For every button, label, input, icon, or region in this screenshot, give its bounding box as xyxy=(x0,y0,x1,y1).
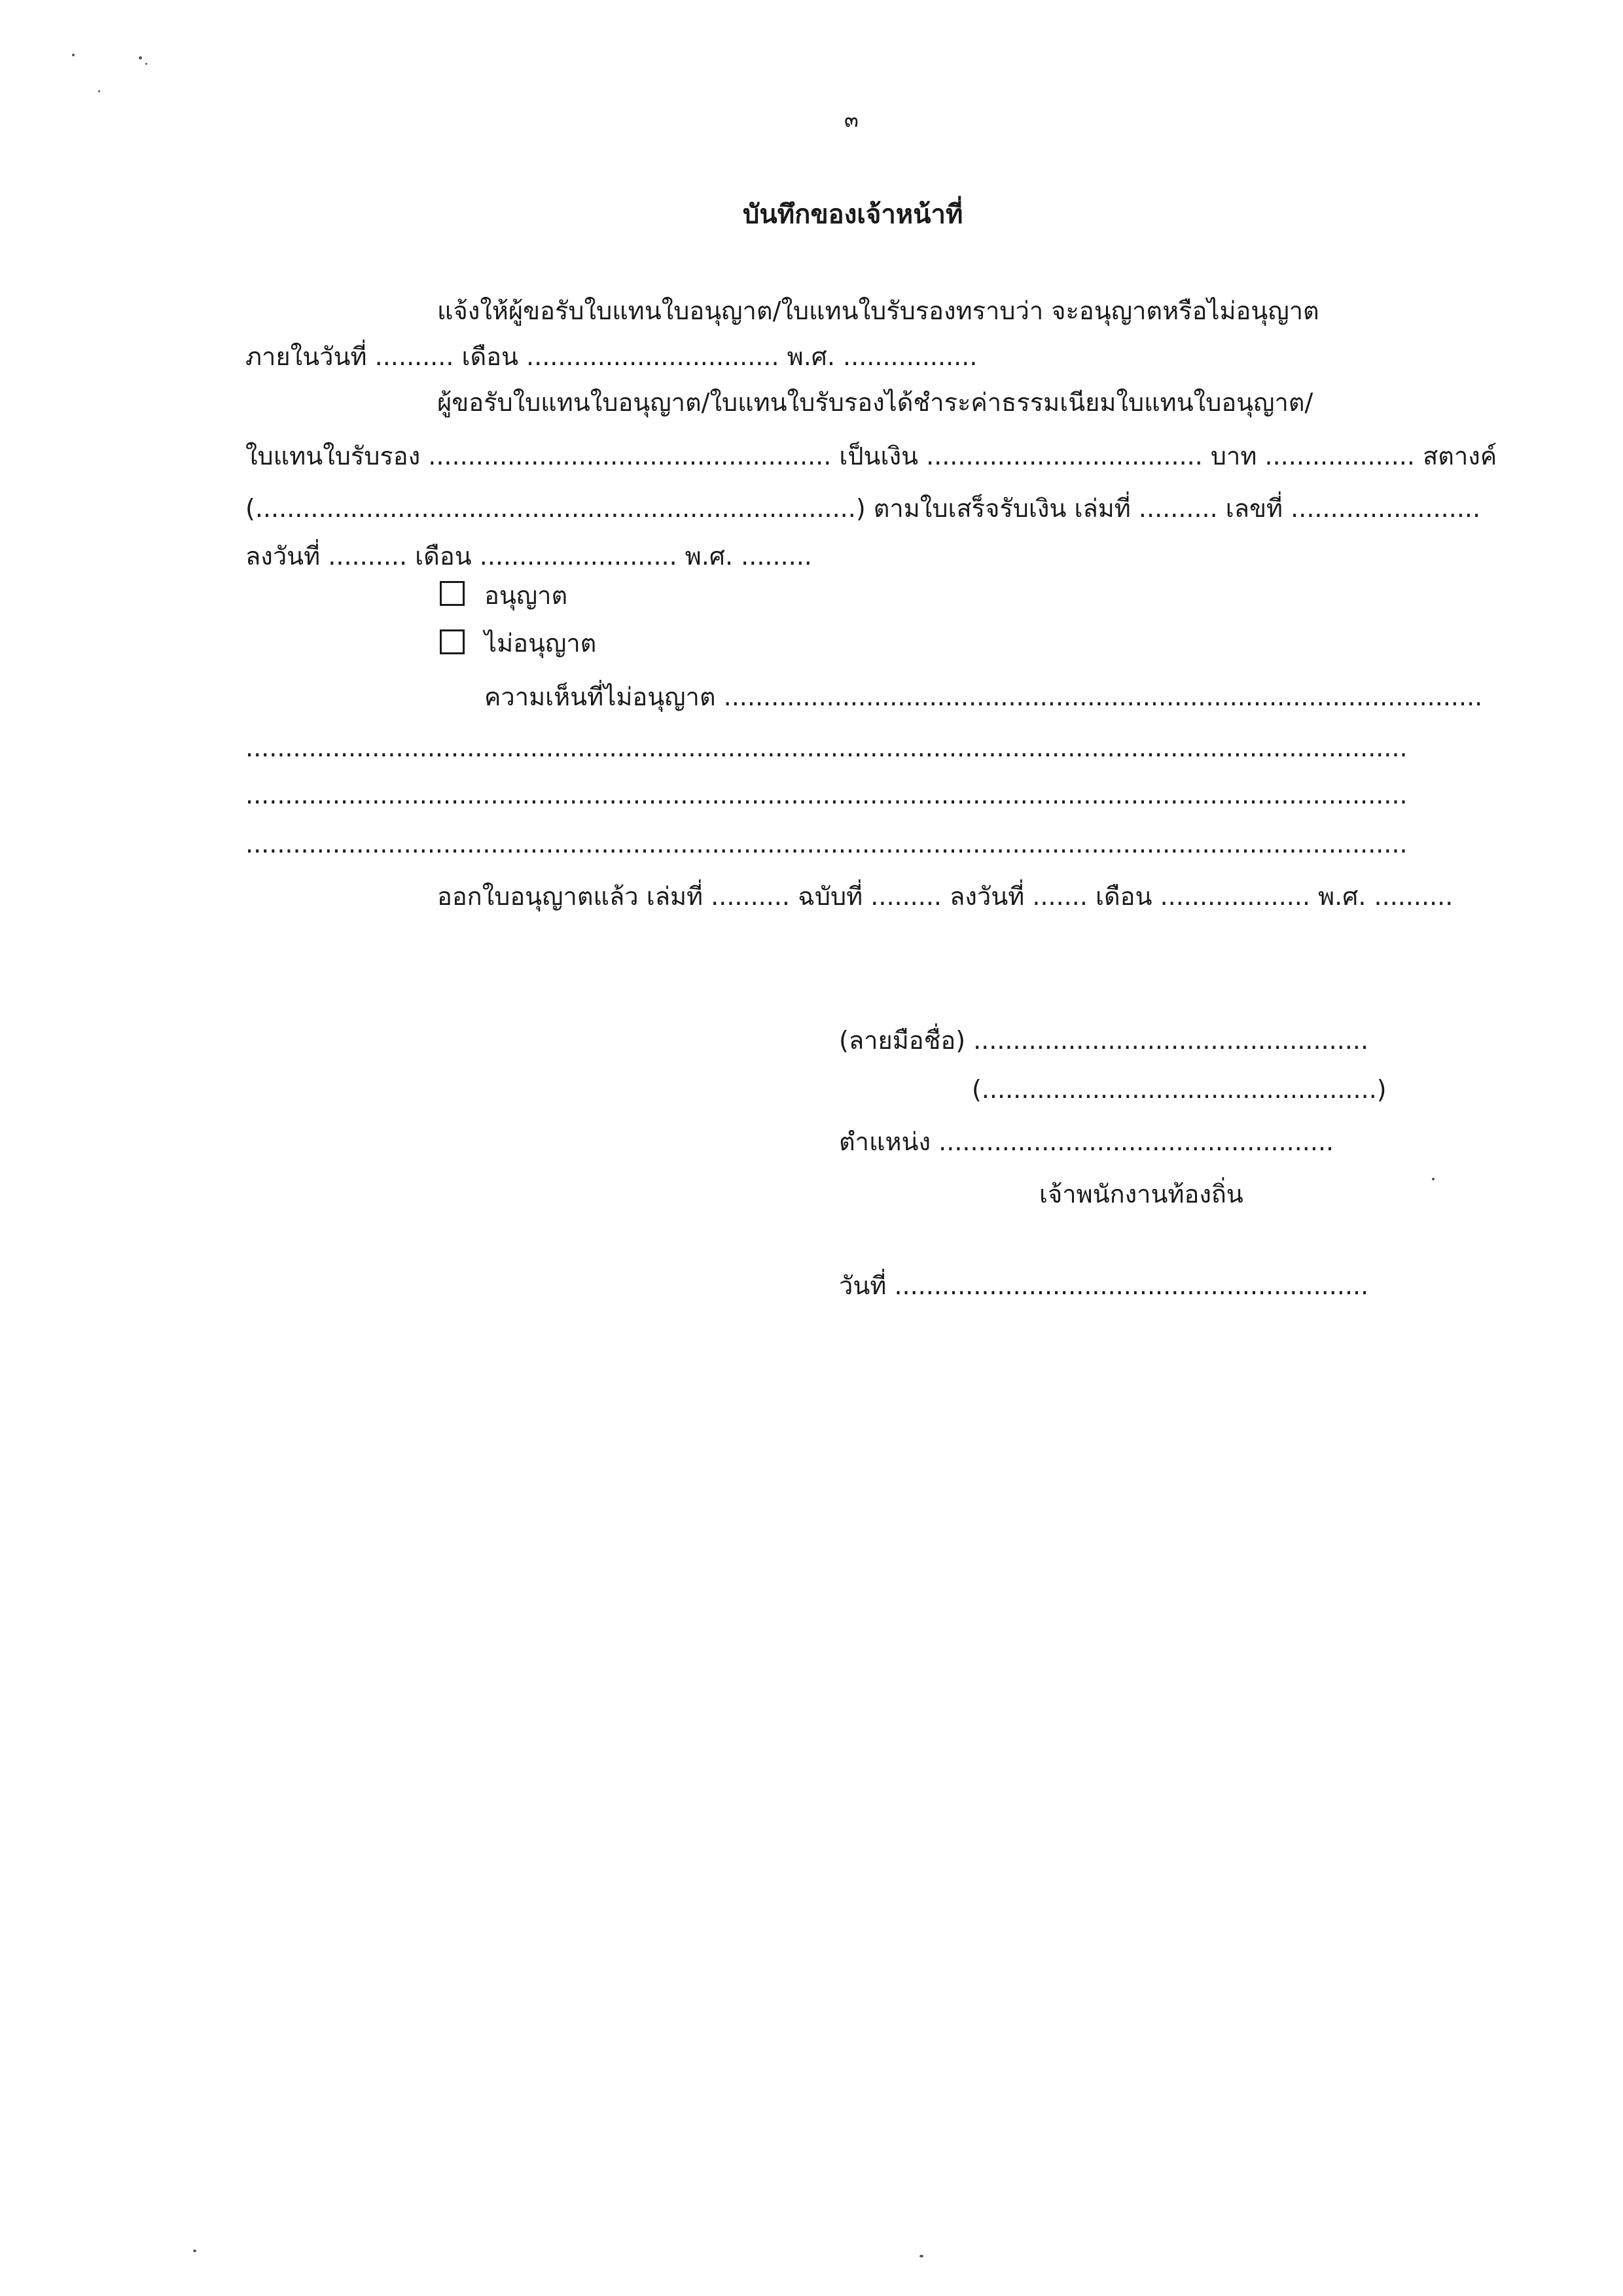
approve-checkbox[interactable] xyxy=(440,581,465,606)
signature-line: (ลายมือชื่อ) .................................................. xyxy=(839,1026,1369,1055)
approve-label: อนุญาต xyxy=(484,581,568,610)
scan-speck xyxy=(72,54,75,56)
notify-line: แจ้งให้ผู้ขอรับใบแทนใบอนุญาต/ใบแทนใบรับรองทราบว่า จะอนุญาตหรือไม่อนุญาต xyxy=(437,296,1319,325)
signature-name-line: (..................................................) xyxy=(972,1075,1387,1104)
scan-speck xyxy=(139,56,142,60)
notify-date-line: ภายในวันที่ .......... เดือน ................................ พ.ศ. ................. xyxy=(245,342,978,371)
receipt-line: (............................................................................) ตามใบเสร็จรับเงิน เล่มที่ .......... เลขที่ ........................ xyxy=(245,494,1481,523)
receipt-date-line: ลงวันที่ .......... เดือน ......................... พ.ศ. ......... xyxy=(245,542,812,571)
page-title: บันทึกของเจ้าหน้าที่ xyxy=(743,200,963,230)
fee-amount-line: ใบแทนใบรับรอง ................................................... เป็นเงิน ................................... บาท ................... สตางค์ xyxy=(245,442,1497,470)
signature-date-line: วันที่ ............................................................ xyxy=(839,1271,1369,1300)
deny-reason-line: ความเห็นที่ไม่อนุญาต ................................................................................................ xyxy=(484,682,1483,711)
scan-speck xyxy=(145,63,147,65)
scan-speck xyxy=(98,90,100,92)
license-issued-line: ออกใบอนุญาตแล้ว เล่มที่ .......... ฉบับที่ ......... ลงวันที่ ....... เดือน ................... พ.ศ. .......... xyxy=(437,882,1454,911)
scan-speck xyxy=(1432,1178,1435,1180)
signature-role: เจ้าพนักงานท้องถิ่น xyxy=(1039,1180,1243,1209)
page-number: ๓ xyxy=(844,107,859,132)
reason-dotted-line: ................................................................................................................................................... xyxy=(245,830,1408,858)
scan-speck xyxy=(919,2255,923,2257)
scan-speck xyxy=(193,2250,196,2252)
signature-position-line: ตำแหน่ง .................................................. xyxy=(839,1127,1334,1156)
reason-dotted-line: ................................................................................................................................................... xyxy=(245,781,1408,809)
deny-checkbox[interactable] xyxy=(440,629,465,654)
deny-label: ไม่อนุญาต xyxy=(484,629,597,658)
fee-line: ผู้ขอรับใบแทนใบอนุญาต/ใบแทนใบรับรองได้ชำระค่าธรรมเนียมใบแทนใบอนุญาต/ xyxy=(437,388,1313,417)
reason-dotted-line: ................................................................................................................................................... xyxy=(245,733,1408,762)
